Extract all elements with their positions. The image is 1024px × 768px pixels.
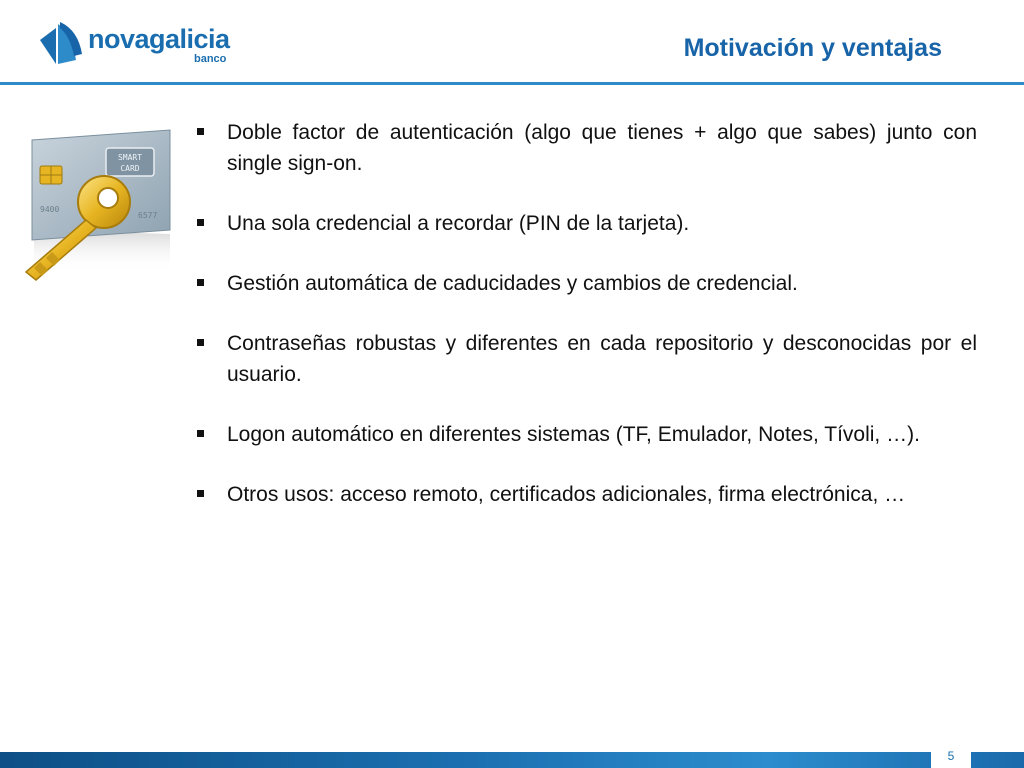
svg-text:6577: 6577 xyxy=(138,211,158,220)
bullet-square-icon xyxy=(197,128,204,135)
svg-text:9400: 9400 xyxy=(40,205,60,214)
list-item xyxy=(197,328,977,390)
list-item-text: Gestión automática de caducidades y cambios de credencial. xyxy=(227,272,798,295)
bullet-square-icon xyxy=(197,490,204,497)
svg-text:CARD: CARD xyxy=(120,164,140,173)
logo-subtitle: banco xyxy=(194,53,227,65)
bullet-square-icon xyxy=(197,279,204,286)
list-item xyxy=(197,268,977,299)
list-item xyxy=(197,419,977,450)
list-item-text: Doble factor de autenticación (algo que tienes + algo que sabes) junto con single sign-on. xyxy=(227,121,977,175)
svg-text:SMART: SMART xyxy=(117,153,143,162)
footer-bar xyxy=(0,752,1024,768)
bullet-list xyxy=(197,117,977,539)
list-item-text: Logon automático en diferentes sistemas (TF, Emulador, Notes, Tívoli, …). xyxy=(227,423,920,446)
logo-name: novagalicia xyxy=(88,24,230,54)
list-item xyxy=(197,208,977,239)
list-item xyxy=(197,117,977,179)
page-number: 5 xyxy=(931,747,971,768)
smart-card-key-icon xyxy=(20,122,176,294)
list-item-text: Otros usos: acceso remoto, certificados adicionales, firma electrónica, … xyxy=(227,483,906,506)
bullet-square-icon xyxy=(197,219,204,226)
bullet-square-icon xyxy=(197,339,204,346)
novagalicia-logo xyxy=(38,20,248,70)
list-item-text: Contraseñas robustas y diferentes en cada repositorio y desconocidas por el usuario. xyxy=(227,332,977,386)
slide-title: Motivación y ventajas xyxy=(683,34,942,62)
header-divider xyxy=(0,82,1024,85)
list-item-text: Una sola credencial a recordar (PIN de la tarjeta). xyxy=(227,212,690,235)
list-item xyxy=(197,479,977,510)
sail-logo-icon xyxy=(38,20,84,66)
bullet-square-icon xyxy=(197,430,204,437)
